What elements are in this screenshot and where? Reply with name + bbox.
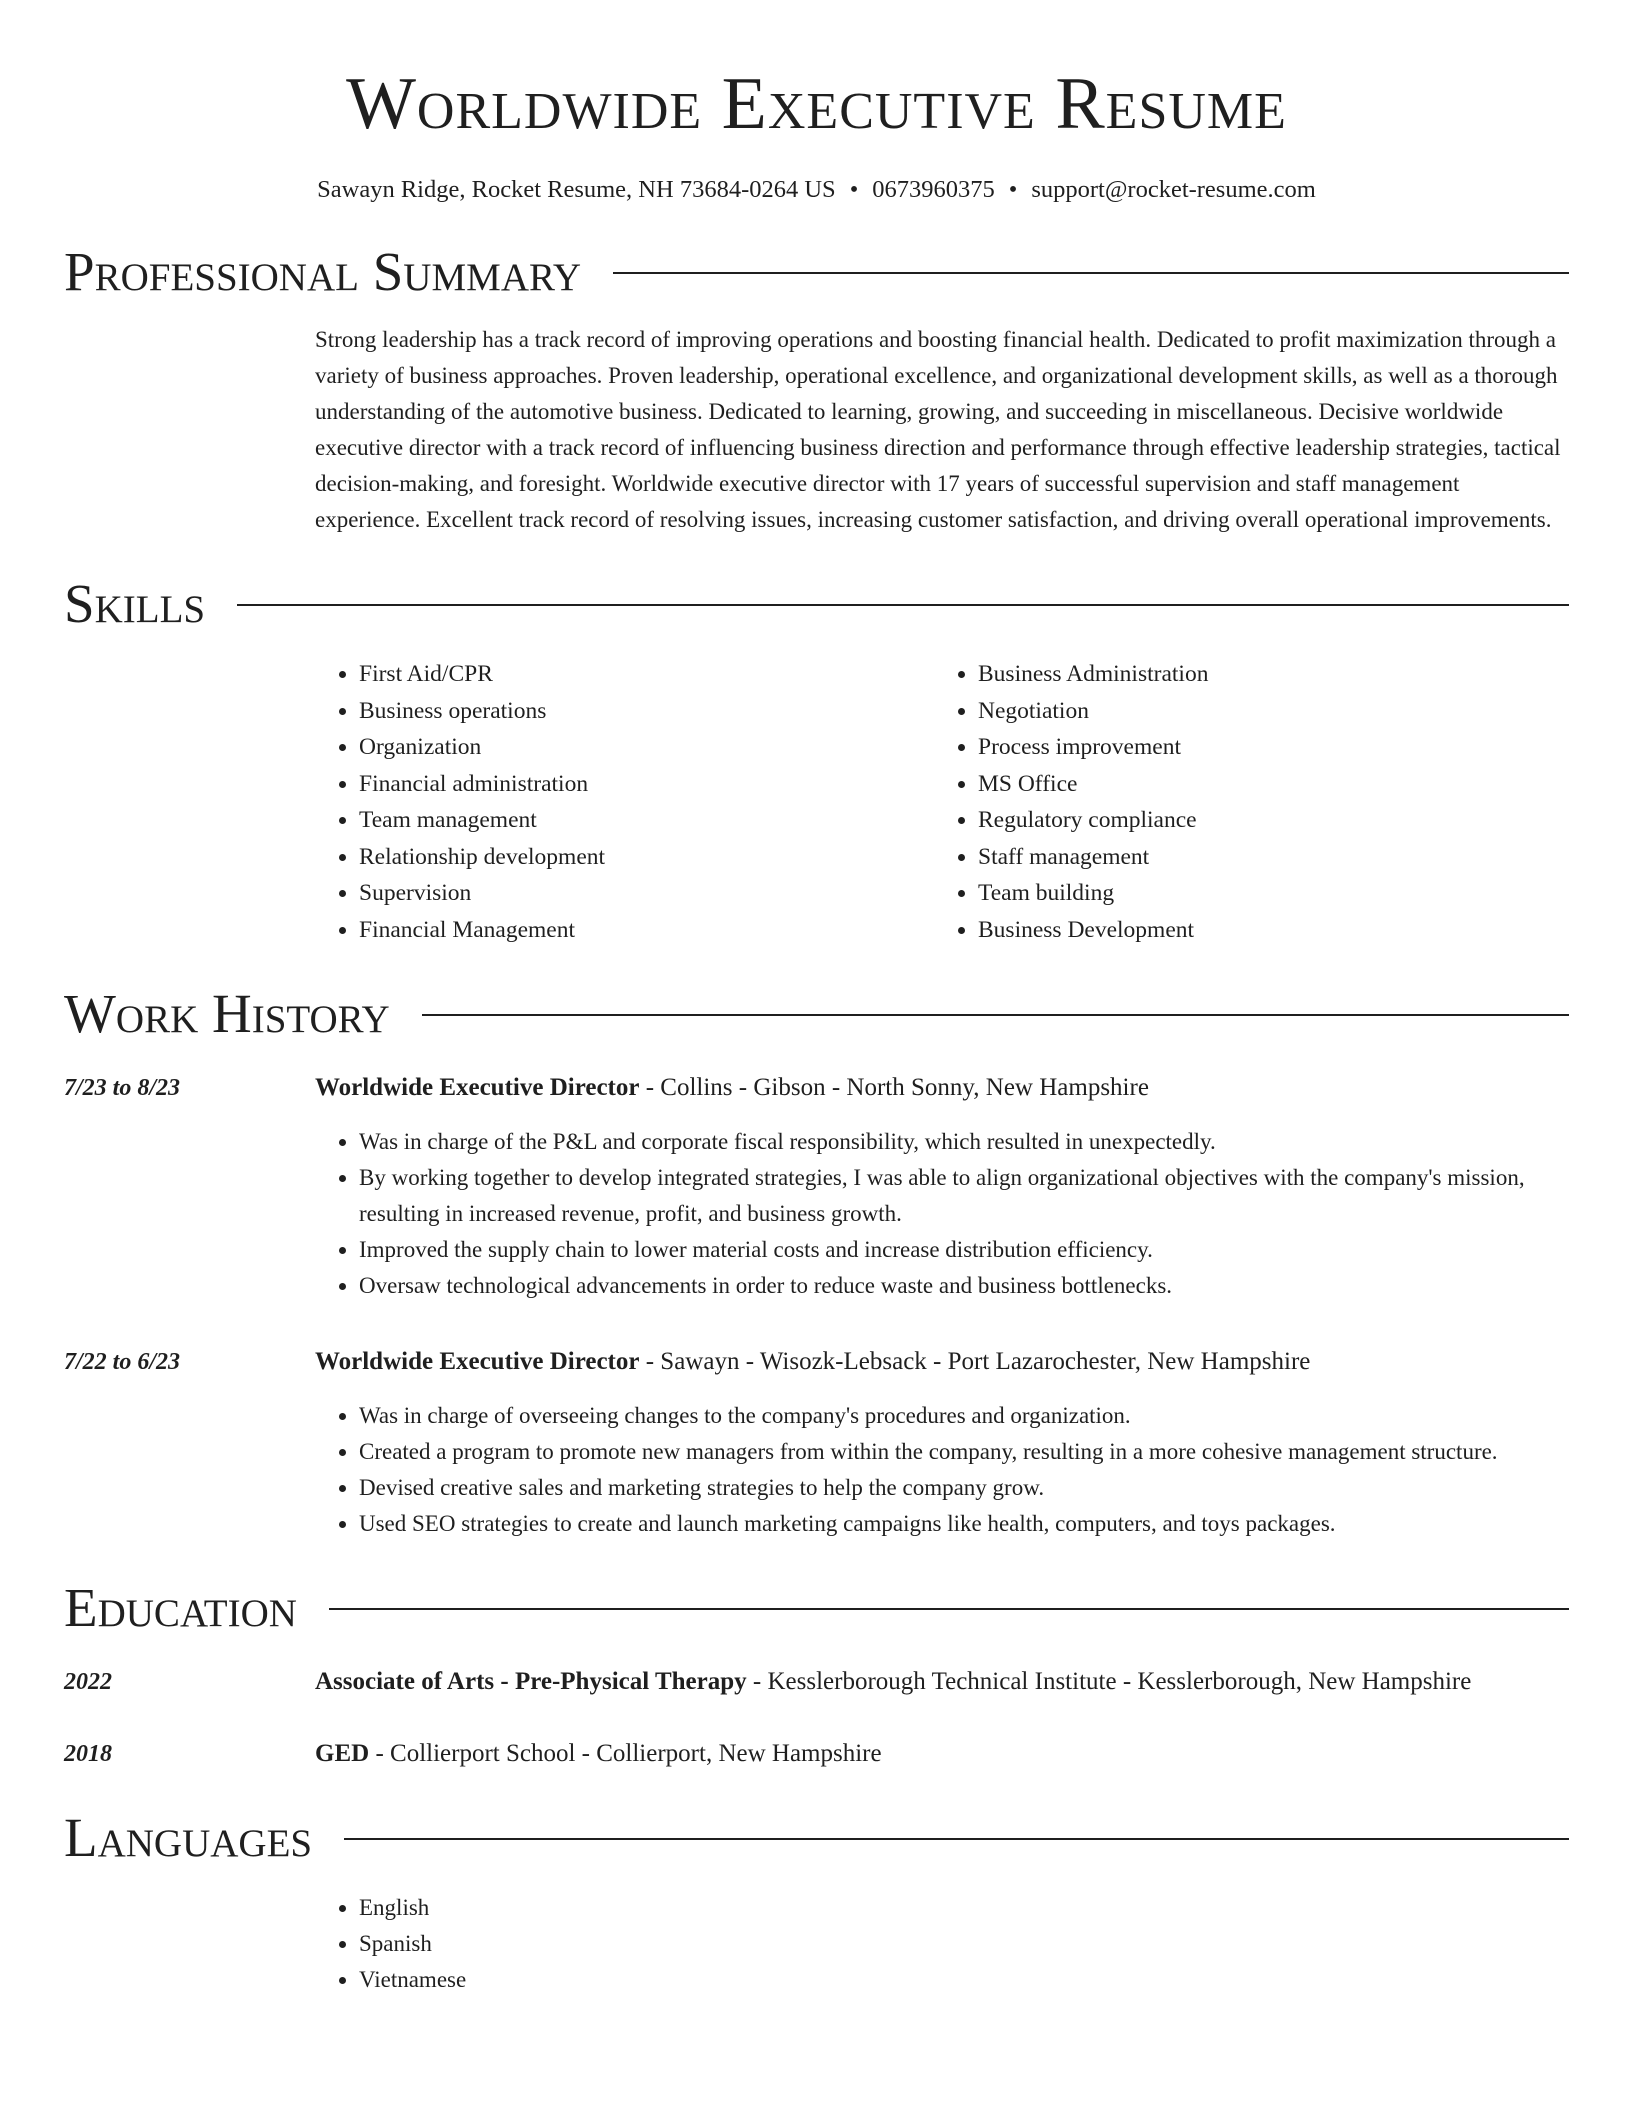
- work-bullet: • Oversaw technological advancements in order to reduce waste and business bottlenecks.: [359, 1268, 1569, 1304]
- work-date: 7/22 to 6/23: [64, 1349, 181, 1375]
- work-heading-line: [315, 1344, 1310, 1380]
- section-divider: [344, 1838, 1569, 1840]
- skill-item: • Business operations: [359, 693, 934, 730]
- skill-item: • Regulatory compliance: [978, 802, 1553, 839]
- education-year: 2022: [64, 1669, 112, 1695]
- skill-item: • Organization: [359, 729, 934, 766]
- degree-title: Associate of Arts - Pre-Physical Therapy: [315, 1668, 747, 1695]
- resume-title: Worldwide Executive Resume: [346, 63, 1287, 145]
- contact-email: support@rocket-resume.com: [1031, 176, 1316, 203]
- skills-heading: Skills: [64, 573, 206, 634]
- work-bullets: [315, 1398, 1569, 1542]
- skill-item: • Supervision: [359, 875, 934, 912]
- languages-list: [315, 1890, 1569, 1998]
- work-entry: [64, 1344, 1569, 1380]
- school-details: - Kesslerborough Technical Institute - Kesslerborough, New Hampshire: [746, 1668, 1472, 1695]
- work-entry: [64, 1070, 1569, 1106]
- summary-heading: Professional Summary: [64, 241, 582, 302]
- languages-section-header: [64, 1806, 1569, 1870]
- skill-item: • Business Administration: [978, 656, 1553, 693]
- skill-item: • Team building: [978, 875, 1553, 912]
- job-employer: - Collins - Gibson - North Sonny, New Hampshire: [639, 1074, 1149, 1101]
- contact-address: Sawayn Ridge, Rocket Resume, NH 73684-0264 US: [317, 176, 836, 203]
- skill-item: • Process improvement: [978, 729, 1553, 766]
- skill-item: • Team management: [359, 802, 934, 839]
- degree-title: GED: [315, 1740, 370, 1767]
- language-item: • Vietnamese: [359, 1962, 1569, 1998]
- skill-item: • Financial Management: [359, 912, 934, 949]
- work-heading-line: [315, 1070, 1149, 1106]
- work-bullet: • Improved the supply chain to lower material costs and increase distribution efficiency.: [359, 1232, 1569, 1268]
- work-bullet: • Devised creative sales and marketing strategies to help the company grow.: [359, 1470, 1569, 1506]
- skill-item: • MS Office: [978, 766, 1553, 803]
- section-divider: [613, 272, 1569, 274]
- education-entry: [64, 1664, 1569, 1700]
- skill-item: • Relationship development: [359, 839, 934, 876]
- school-details: - Collierport School - Collierport, New Hampshire: [369, 1740, 882, 1767]
- contact-separator: •: [1008, 176, 1018, 203]
- education-section-header: [64, 1576, 1569, 1640]
- work-bullets: [315, 1124, 1569, 1304]
- resume-page: [64, 0, 1569, 1998]
- job-title: Worldwide Executive Director: [315, 1074, 640, 1101]
- contact-line: [64, 174, 1569, 206]
- skill-item: • First Aid/CPR: [359, 656, 934, 693]
- education-heading-line: [315, 1664, 1471, 1700]
- work-bullet: • By working together to develop integrated strategies, I was able to align organizational objectives with the company's mission, resulting in increased revenue, profit, and business growth.: [359, 1160, 1569, 1232]
- summary-text: Strong leadership has a track record of improving operations and boosting financial health. Dedicated to profit maximization through a variety of business approaches. Proven leadership, operational excellence, and organizational development skills, as well as a thorough understanding of the automotive business. Dedicated to learning, growing, and succeeding in miscellaneous. Decisive worldwide executive director with a track record of influencing business direction and performance through effective leadership strategies, tactical decision-making, and foresight. Worldwide executive director with 17 years of successful supervision and staff management experience. Excellent track record of resolving issues, increasing customer satisfaction, and driving overall operational improvements.: [315, 327, 1561, 532]
- education-heading: Education: [64, 1577, 297, 1638]
- summary-section-header: [64, 240, 1569, 304]
- contact-phone: 0673960375: [872, 176, 995, 203]
- section-divider: [422, 1014, 1569, 1016]
- languages-heading: Languages: [64, 1807, 313, 1868]
- education-entry: [64, 1736, 1569, 1772]
- skill-item: • Staff management: [978, 839, 1553, 876]
- work-bullet: • Used SEO strategies to create and launch marketing campaigns like health, computers, and toys packages.: [359, 1506, 1569, 1542]
- skill-item: • Business Development: [978, 912, 1553, 949]
- language-item: • English: [359, 1890, 1569, 1926]
- work-bullet: • Was in charge of the P&L and corporate fiscal responsibility, which resulted in unexpectedly.: [359, 1124, 1569, 1160]
- job-title: Worldwide Executive Director: [315, 1348, 640, 1375]
- work-bullet: • Created a program to promote new managers from within the company, resulting in a more cohesive management structure.: [359, 1434, 1569, 1470]
- education-heading-line: [315, 1736, 882, 1772]
- skills-list-left: [315, 656, 934, 948]
- work-section-header: [64, 982, 1569, 1046]
- work-bullet: • Was in charge of overseeing changes to the company's procedures and organization.: [359, 1398, 1569, 1434]
- skill-item: • Financial administration: [359, 766, 934, 803]
- skills-list-right: [934, 656, 1553, 948]
- section-divider: [237, 604, 1569, 606]
- education-year: 2018: [64, 1741, 112, 1767]
- skills-section-header: [64, 572, 1569, 636]
- skill-item: • Negotiation: [978, 693, 1553, 730]
- skills-columns: [315, 656, 1569, 948]
- work-heading: Work History: [64, 983, 390, 1044]
- work-date: 7/23 to 8/23: [64, 1075, 181, 1101]
- contact-separator: •: [849, 176, 859, 203]
- job-employer: - Sawayn - Wisozk-Lebsack - Port Lazarochester, New Hampshire: [639, 1348, 1311, 1375]
- language-item: • Spanish: [359, 1926, 1569, 1962]
- section-divider: [329, 1608, 1569, 1610]
